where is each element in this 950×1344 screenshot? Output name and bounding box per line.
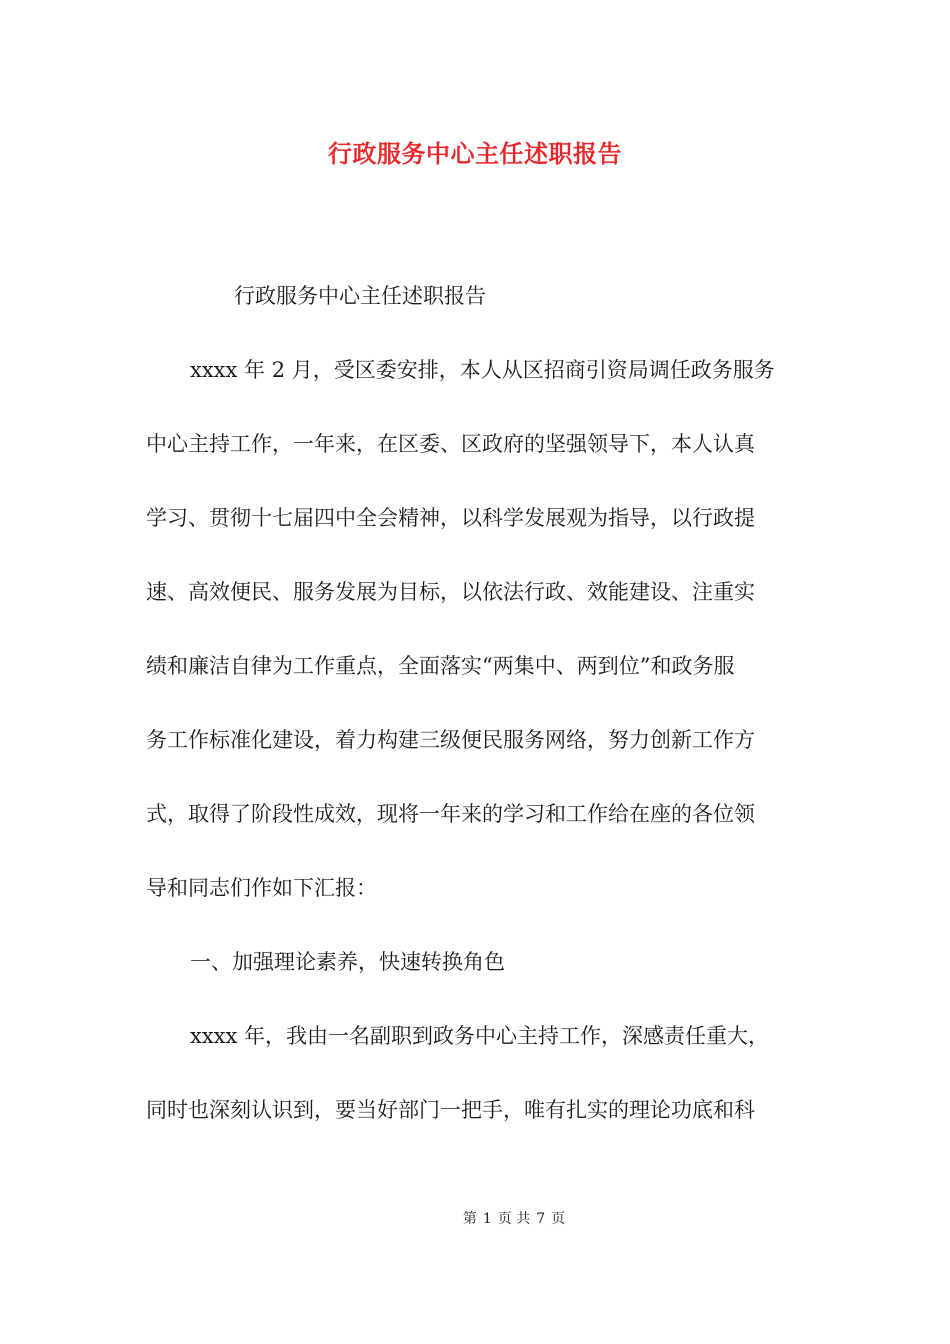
footer-suffix: 页 [551,1211,566,1227]
paragraph-line: 绩和廉洁自律为工作重点，全面落实“两集中、两到位”和政务服 [146,654,735,678]
paragraph-line: 导和同志们作如下汇报： [146,876,377,900]
paragraph-line: 学习、贯彻十七届四中全会精神，以科学发展观为指导，以行政提 [146,506,755,530]
footer-total-pages: 7 [536,1211,546,1227]
paragraph-line: 速、高效便民、服务发展为目标，以依法行政、效能建设、注重实 [146,580,755,604]
paragraph-line: 务工作标准化建设，着力构建三级便民服务网络，努力创新工作方 [146,728,755,752]
paragraph-line: 中心主持工作，一年来，在区委、区政府的坚强领导下，本人认真 [146,432,755,456]
paragraph-line: xxxx 年 2 月，受区委安排，本人从区招商引资局调任政务服务 [190,358,775,382]
subtitle-line: 行政服务中心主任述职报告 [234,284,486,308]
section-heading: 一、加强理论素养，快速转换角色 [190,950,505,974]
footer-prefix: 第 [462,1211,477,1227]
footer-page-number: 1 [482,1211,492,1227]
paragraph-line: xxxx 年，我由一名副职到政务中心主持工作，深感责任重大， [190,1024,770,1048]
page-title: 行政服务中心主任述职报告 [328,139,622,168]
page-footer [0,1208,950,1228]
paragraph-line: 同时也深刻认识到，要当好部门一把手，唯有扎实的理论功底和科 [146,1098,755,1122]
footer-middle: 页 共 [497,1211,531,1227]
paragraph-line: 式，取得了阶段性成效，现将一年来的学习和工作给在座的各位领 [146,802,755,826]
